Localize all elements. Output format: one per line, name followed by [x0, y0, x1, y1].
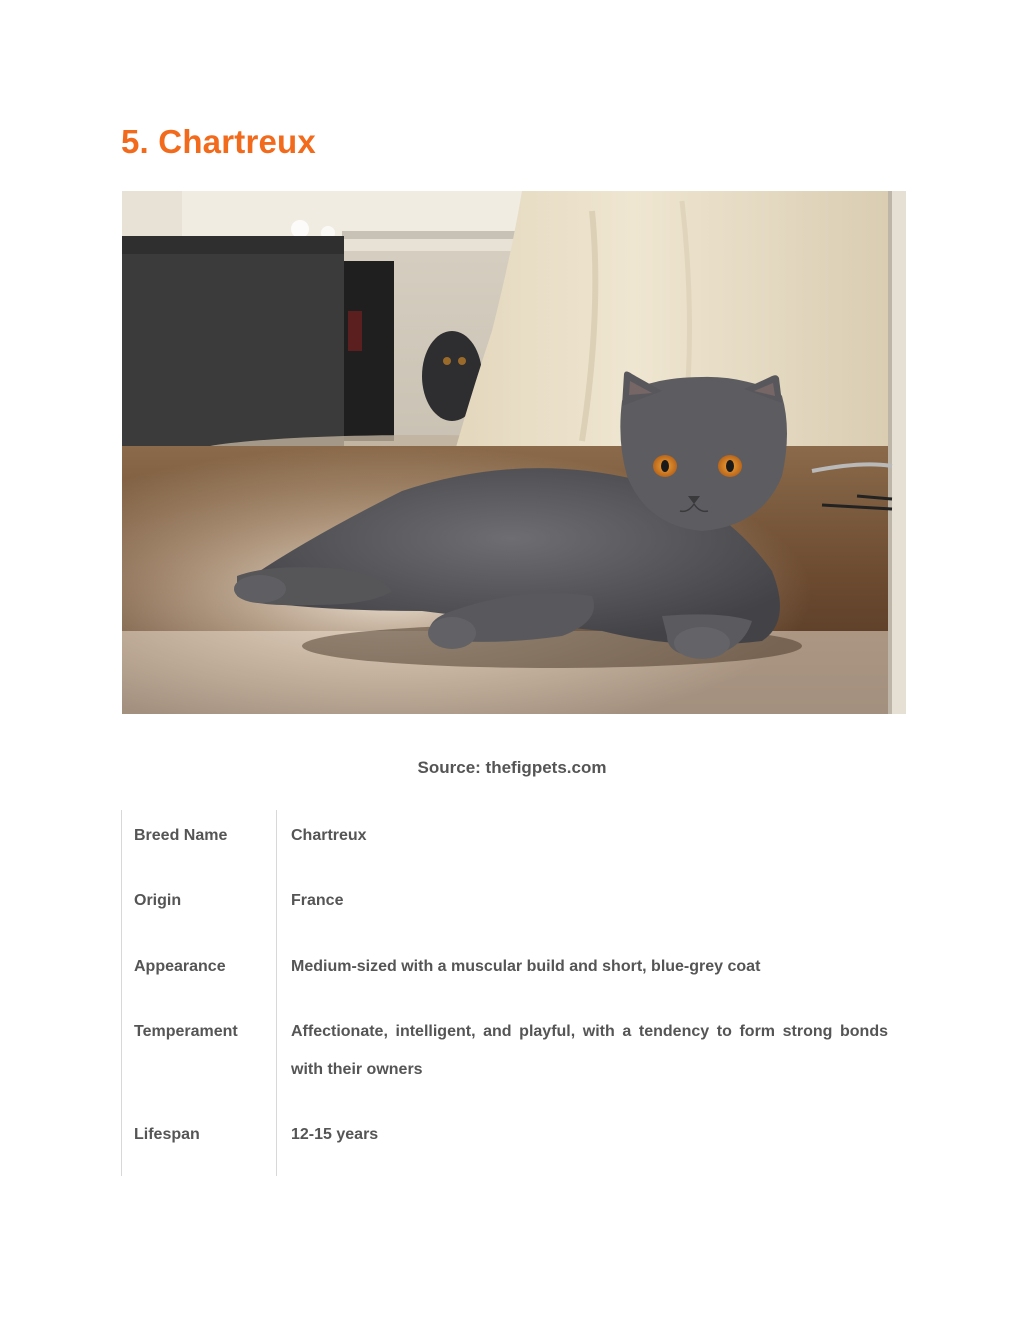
row-value: Chartreux [291, 827, 367, 844]
table-divider-left [121, 810, 122, 1176]
row-value: France [291, 892, 344, 909]
table-divider-middle [276, 810, 277, 1176]
image-source-caption: Source: thefigpets.com [417, 758, 607, 777]
row-value: Affectionate, intelligent, and playful, with a tendency to form strong bonds with their owners [291, 1023, 888, 1078]
row-value: Medium-sized with a muscular build and short, blue-grey coat [291, 958, 761, 975]
row-label: Appearance [134, 958, 226, 975]
row-label: Breed Name [134, 827, 228, 844]
row-label: Lifespan [134, 1126, 200, 1143]
row-label: Temperament [134, 1023, 238, 1040]
row-value: 12-15 years [291, 1126, 379, 1143]
section-heading: 5. Chartreux [121, 123, 316, 160]
row-label: Origin [134, 892, 182, 909]
cat-photo [122, 191, 906, 714]
